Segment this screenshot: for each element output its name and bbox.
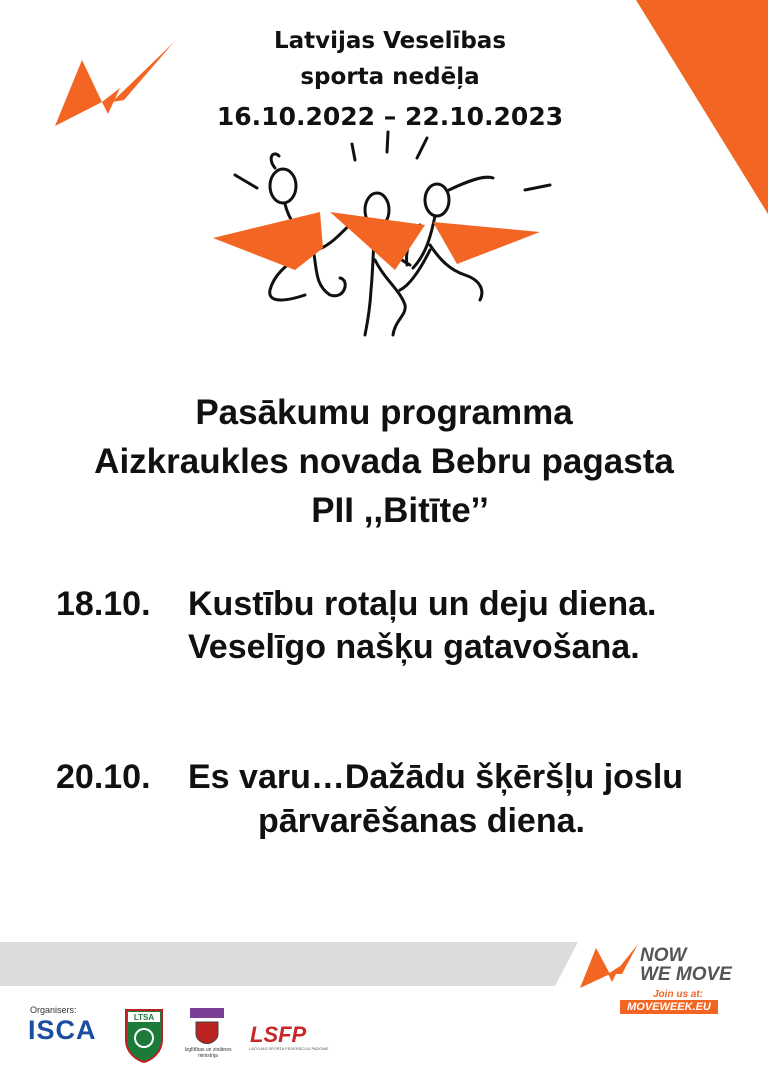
now-we-move-logo-icon <box>578 940 638 992</box>
moveweek-url[interactable]: MOVEWEEK.EU <box>620 1000 718 1014</box>
organisers-label: Organisers: <box>30 1005 77 1015</box>
header-title-line2: sporta nedēļa <box>300 64 480 90</box>
program-title-line2: Aizkraukles novada Bebru pagasta <box>94 442 674 481</box>
isca-logo: ISCA <box>28 1015 97 1045</box>
program-title-line3: PII ,,Bitīte’’ <box>311 491 489 530</box>
moveweek-logo-icon <box>52 40 177 132</box>
ministry-label: Izglītības un zinātnes ministrija <box>184 1047 232 1059</box>
header-dates: 16.10.2022 – 22.10.2023 <box>216 102 564 131</box>
program-item-1-line2: Veselīgo našķu gatavošana. <box>188 628 640 666</box>
now-we-move-line1: NOW <box>640 945 687 966</box>
lsfp-subtitle: LATVIJAS SPORTA FEDERĀCIJU PADOME <box>249 1046 329 1051</box>
program-title-line1: Pasākumu programma <box>195 393 573 432</box>
program-item-1-line1: Kustību rotaļu un deju diena. <box>188 585 657 623</box>
program-item-2-line1: Es varu…Dažādu šķēršļu joslu <box>188 758 684 796</box>
lsfp-logo: LSFP <box>250 1022 307 1047</box>
lisa-shield-icon <box>124 1008 164 1064</box>
header-title-line1: Latvijas Veselības <box>273 28 507 54</box>
now-we-move-line2: WE MOVE <box>640 964 732 985</box>
join-us-text: Join us at: <box>653 989 704 1000</box>
svg-text:LTSA: LTSA <box>133 1013 155 1022</box>
program-item-2-line2: pārvarēšanas diena. <box>258 802 585 840</box>
dancing-figures-illustration <box>195 130 575 345</box>
program-item-2-date: 20.10. <box>56 758 151 796</box>
orange-corner-decoration <box>636 0 768 216</box>
ministry-crest-icon <box>190 1008 224 1044</box>
program-item-1-date: 18.10. <box>56 585 151 623</box>
